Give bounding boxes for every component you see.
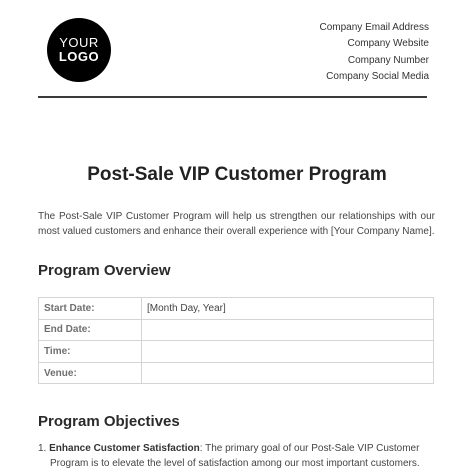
time-label: Time: bbox=[39, 341, 142, 363]
venue-value bbox=[142, 362, 434, 384]
logo-text-line1: YOUR bbox=[59, 35, 99, 51]
company-social-media: Company Social Media bbox=[326, 70, 429, 82]
table-row bbox=[39, 341, 434, 363]
objective-text-line1: : The primary goal of our Post-Sale VIP Customer bbox=[199, 443, 420, 454]
venue-label: Venue: bbox=[39, 362, 142, 384]
objective-text-line2: Program is to elevate the level of satisfaction among our most important customers. bbox=[50, 458, 420, 469]
table-row bbox=[39, 362, 434, 384]
objective-number: 1. bbox=[38, 443, 47, 454]
start-date-value: [Month Day, Year] bbox=[142, 298, 434, 320]
objective-item bbox=[38, 441, 436, 471]
program-objectives-heading: Program Objectives bbox=[38, 413, 180, 430]
header-divider bbox=[38, 96, 427, 98]
company-email: Company Email Address bbox=[319, 22, 429, 33]
start-date-label: Start Date: bbox=[39, 298, 142, 320]
company-website: Company Website bbox=[347, 38, 429, 50]
logo-text-line2: LOGO bbox=[58, 49, 100, 64]
company-number: Company Number bbox=[347, 54, 429, 66]
table-row bbox=[39, 298, 434, 320]
company-logo bbox=[47, 18, 111, 82]
end-date-value bbox=[142, 319, 434, 341]
document-title: Post-Sale VIP Customer Program bbox=[87, 164, 387, 185]
table-row bbox=[39, 319, 434, 341]
intro-paragraph: The Post-Sale VIP Customer Program will help us strengthen our relationships with our most valued customers and enhance their overall experience with [Your Company Name]. bbox=[38, 211, 435, 237]
objective-title: Enhance Customer Satisfaction bbox=[49, 443, 200, 454]
company-contact-block bbox=[320, 20, 430, 85]
time-value bbox=[142, 341, 434, 363]
end-date-label: End Date: bbox=[39, 319, 142, 341]
program-overview-table bbox=[38, 297, 434, 384]
objective-line-1 bbox=[38, 441, 436, 456]
program-overview-heading: Program Overview bbox=[38, 262, 171, 279]
